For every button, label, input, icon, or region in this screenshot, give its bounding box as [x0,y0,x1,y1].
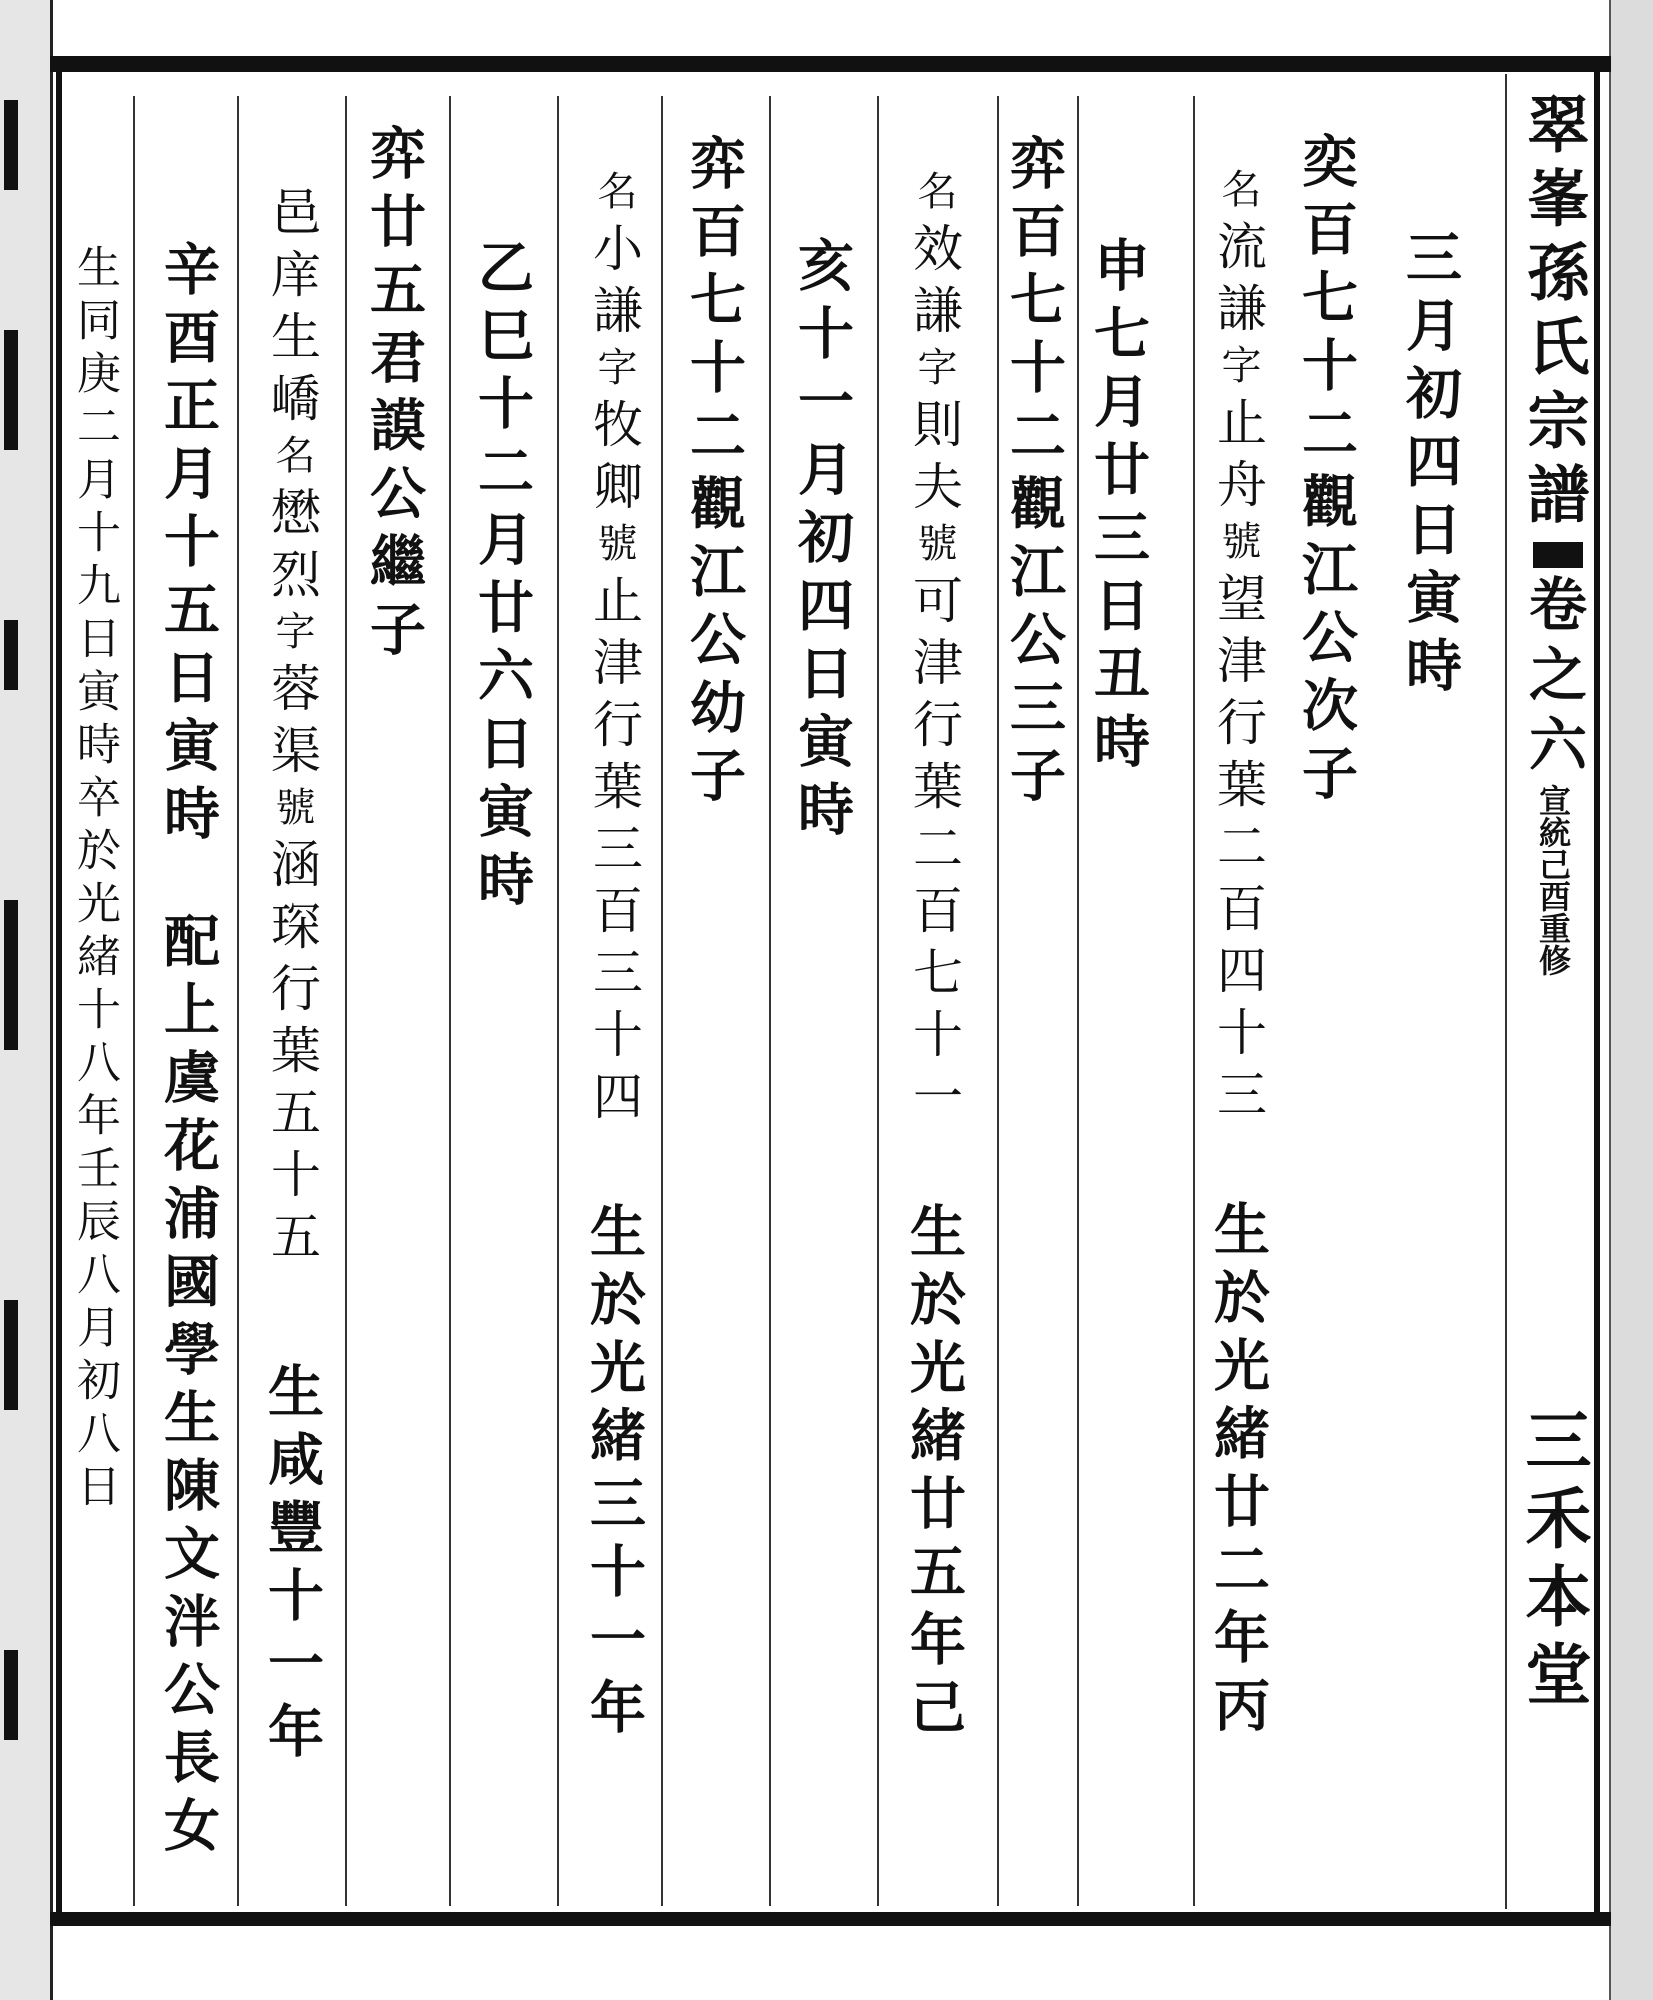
entry-column: 辛酉正月十五日寅時配上虞花浦國學生陳文泮公長女 [155,240,221,1864]
entry-column: 名小謙字牧卿號止津行葉三百三十四生於光緒三十一年 [581,170,647,1746]
column-rule [133,96,135,1906]
frame-left-border [56,72,62,1912]
column-rule [997,96,999,1906]
column-rule [769,96,771,1906]
column-rule [345,96,347,1906]
fishtail-mark [1533,542,1583,568]
entry-column: 弈百七十二觀江公幼子 [681,134,747,814]
column-rule [877,96,879,1906]
adjacent-page-edge [0,0,53,2000]
entry-column: 邑庠生嶠名懋烈字蓉渠號涵琛行葉五十五生咸豐十一年 [259,186,325,1770]
column-rule [1193,96,1195,1906]
volume-label: 卷之六 [1519,574,1587,784]
column-rule [557,96,559,1906]
column-rule [449,96,451,1906]
hall-name: 三禾本堂 [1514,1406,1592,1718]
book-title: 翠峯孫氏宗譜 [1517,92,1590,536]
entry-column: 弈百七十二觀江公三子 [1001,134,1067,814]
column-rule [661,96,663,1906]
frame-top-border [50,56,1611,72]
entry-column: 乙巳十二月廿六日寅時 [469,238,535,918]
frame-right-border [1594,72,1600,1912]
column-rule [1077,96,1079,1906]
entry-column: 弈廿五君謨公繼子 [361,124,427,668]
entry-column: 名流謙字止舟號望津行葉二百四十三生於光緒廿二年丙 [1205,168,1271,1744]
entry-column: 生同庚二月十九日寅時卒於光緒十八年壬辰八月初八日 [69,244,120,1516]
column-rule [1505,74,1507,1909]
column-rule [237,96,239,1906]
page-right-edge [1609,0,1653,2000]
page-margin-header [1514,92,1592,1892]
entry-column: 亥十一月初四日寅時 [789,236,855,848]
entry-column: 三月初四日寅時 [1397,228,1463,704]
edition-label: 宣統己酉重修 [1534,784,1572,976]
entry-column: 奕百七十二觀江公次子 [1293,132,1359,812]
entry-column: 申七月廿三日丑時 [1085,236,1151,780]
frame-bottom-border [50,1912,1611,1926]
entry-column: 名效謙字則夫號可津行葉二百七十一生於光緒廿五年己 [901,170,967,1746]
